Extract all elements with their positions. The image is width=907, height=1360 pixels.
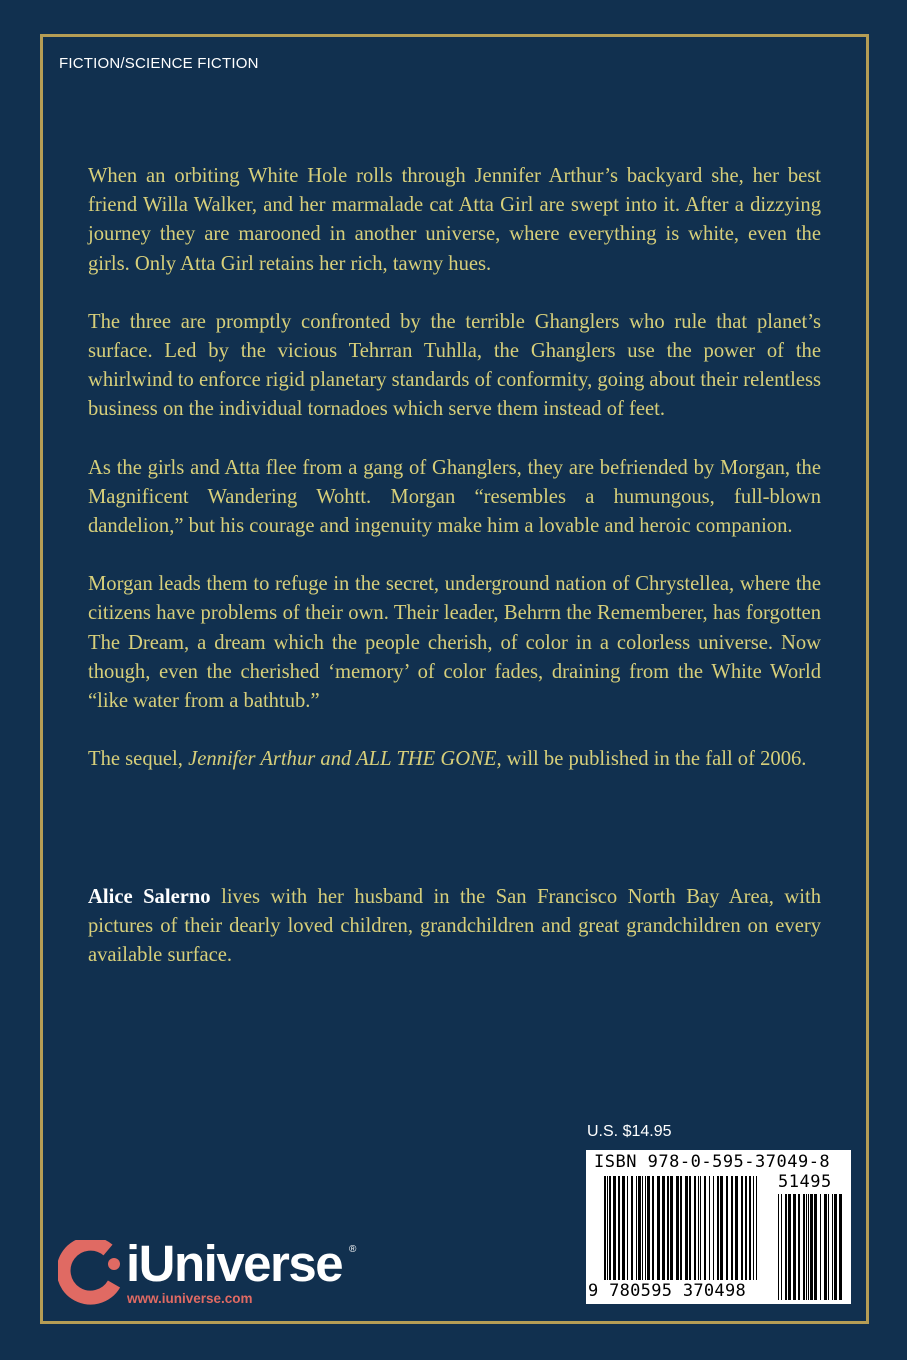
barcode-addon-number: 51495 bbox=[778, 1172, 832, 1192]
synopsis-paragraph: Morgan leads them to refuge in the secret, underground nation of Chrystellea, where the citizens have problems of their own. Their leader, Behrrn the Rememberer, has forgotten The Dream, a dream which the people cherish, of color in a colorless universe. Now though, even the cherished ‘memory’ of color fades, draining from the White World “like water from a bathtub.” bbox=[88, 573, 821, 713]
synopsis bbox=[88, 162, 821, 774]
synopsis-paragraph: When an orbiting White Hole rolls through Jennifer Arthur’s backyard she, her best friend Willa Walker, and her marmalade cat Atta Girl are swept into it. After a dizzying journey they are marooned in another universe, where everything is white, even the girls. Only Atta Girl retains her rich, tawny hues. bbox=[88, 165, 821, 275]
publisher-name: iUniverse bbox=[126, 1235, 343, 1292]
sequel-note bbox=[88, 745, 821, 774]
iuniverse-logo-icon bbox=[58, 1240, 130, 1306]
registered-mark: ® bbox=[349, 1244, 357, 1255]
synopsis-paragraph: As the girls and Atta flee from a gang of Ghanglers, they are befriended by Morgan, the Magnificent Wandering Wohtt. Morgan “resembles a humungous, full-blown dandelion,” but his courage and ingenuity make him a lovable and heroic companion. bbox=[88, 456, 821, 538]
author-name: Alice Salerno bbox=[88, 886, 211, 908]
sequel-suffix: will be published in the fall of 2006. bbox=[501, 748, 807, 771]
author-bio bbox=[88, 883, 821, 971]
author-bio-text: lives with her husband in the San Francisco North Bay Area, with pictures of their dearly loved children, grandchildren and great grandchildren on every available surface. bbox=[88, 886, 821, 967]
isbn-number: ISBN 978-0-595-37049-8 bbox=[594, 1152, 831, 1172]
publisher-url: www.iuniverse.com bbox=[127, 1291, 253, 1306]
price-label: U.S. $14.95 bbox=[587, 1123, 672, 1140]
sequel-title: Jennifer Arthur and ALL THE GONE, bbox=[188, 748, 502, 771]
category-label: FICTION/SCIENCE FICTION bbox=[59, 55, 259, 72]
sequel-prefix: The sequel, bbox=[88, 748, 189, 771]
isbn-barcode bbox=[586, 1150, 851, 1304]
synopsis-paragraph: The three are promptly confronted by the terrible Ghanglers who rule that planet’s surface. Led by the vicious Tehrran Tuhlla, the Ghanglers use the power of the whirlwind to enforce rigid planetary standards of conformity, going about their relentless business on the individual tornadoes which serve them instead of feet. bbox=[88, 310, 821, 421]
ean-number: 9 780595 370498 bbox=[588, 1281, 747, 1301]
